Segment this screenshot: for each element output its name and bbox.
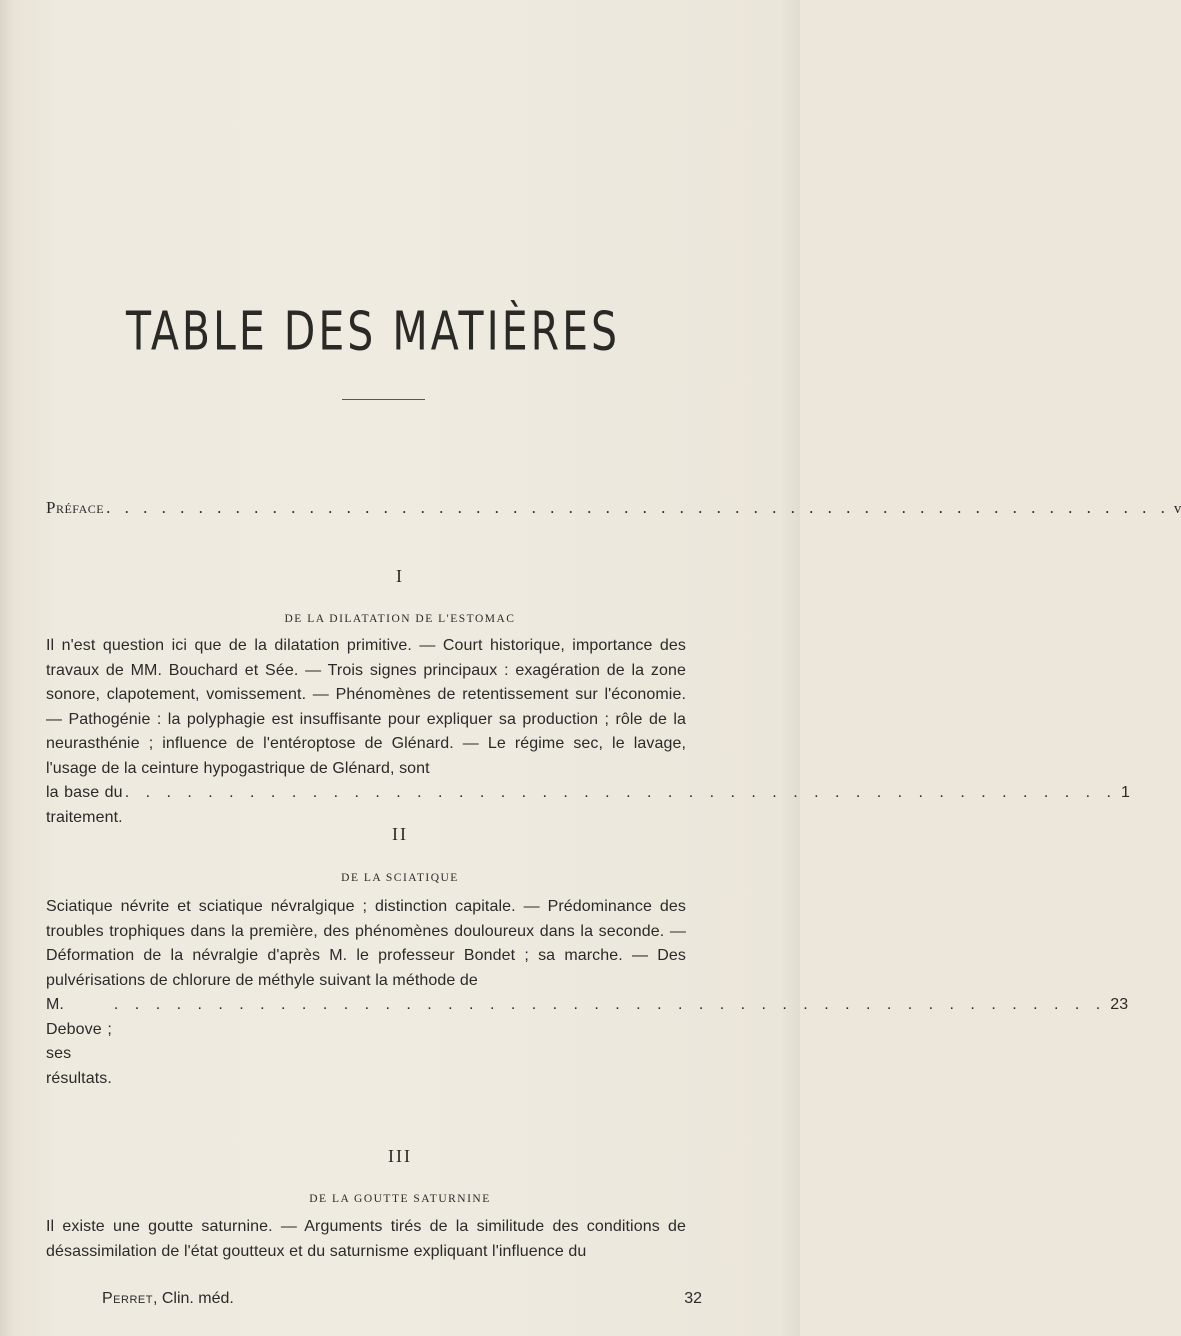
chapter-1-last-text: la base du traitement. bbox=[46, 784, 123, 826]
chapter-1-last-line bbox=[46, 781, 1130, 830]
chapter-3-summary bbox=[46, 1215, 686, 1264]
chapter-1-numeral: I bbox=[396, 566, 404, 586]
chapter-3-summary-text: Il existe une goutte saturnine. — Arguments tirés de la similitude des conditions de désassimilation de l'état goutteux et du saturnisme expliquant l'influence du bbox=[46, 1218, 686, 1260]
chapter-1-page-number: 1 bbox=[1121, 784, 1130, 801]
chapter-2-last-text: M. Debove ; ses résultats. bbox=[46, 996, 112, 1087]
dot-leader: . . . . . . . . . . . . . . . . . . . . . . . . . . . . . . . . . . . . . . . . . . . . . . . . . . . . . . . . . . bbox=[106, 498, 1170, 517]
chapter-1-summary-text: Il n'est question ici que de la dilatation primitive. — Court historique, importance des travaux de MM. Bouchard et Sée. — Trois signes principaux : exagération de la zone sonore, clapotement, vomissement. — Phénomènes de retentissement sur l'économie. — Pathogénie : la polyphagie est insuffisante pour expliquer sa production ; rôle de la neurasthénie ; influence de l'entéroptose de Glénard. — Le régime sec, le lavage, l'usage de la ceinture hypogastrique de Glénard, sont bbox=[46, 637, 686, 777]
chapter-3-numeral: III bbox=[388, 1146, 412, 1166]
chapter-1-summary bbox=[46, 634, 1130, 830]
footer-reference bbox=[102, 1290, 234, 1308]
title-rule bbox=[342, 399, 425, 400]
preface-page-number: v bbox=[1173, 501, 1181, 517]
chapter-2-summary bbox=[46, 895, 1129, 1091]
toc-entry-preface bbox=[46, 496, 1181, 521]
chapter-2-summary-text: Sciatique névrite et sciatique névralgique ; distinction capitale. — Prédominance des troubles trophiques dans la première, des phénomènes douloureux dans la seconde. — Déformation de la névralgie d'après M. le professeur Bondet ; sa marche. — Des pulvérisations de chlorure de méthyle suivant la méthode de bbox=[46, 898, 686, 989]
chapter-2-page-number: 23 bbox=[1110, 996, 1129, 1013]
preface-label: Préface bbox=[46, 498, 105, 517]
footer-source: , Clin. méd. bbox=[152, 1290, 234, 1307]
chapter-2-title: DE LA SCIATIQUE bbox=[341, 872, 459, 884]
page-title: TABLE DES MATIÈRES bbox=[125, 300, 621, 363]
footer-page-number: 32 bbox=[684, 1290, 702, 1307]
chapter-2-numeral: II bbox=[392, 824, 408, 844]
chapter-2-last-line bbox=[46, 993, 1129, 1091]
dot-leader: . . . . . . . . . . . . . . . . . . . . . . . . . . . . . . . . . . . . . . . . . . . . . . . . bbox=[113, 996, 1107, 1013]
footer-author: Perret bbox=[102, 1290, 153, 1307]
chapter-1-title: DE LA DILATATION DE L'ESTOMAC bbox=[284, 613, 516, 625]
footer bbox=[102, 1290, 702, 1308]
chapter-3-title: DE LA GOUTTE SATURNINE bbox=[309, 1193, 491, 1205]
dot-leader: . . . . . . . . . . . . . . . . . . . . . . . . . . . . . . . . . . . . . . . . . . . . . . . . bbox=[124, 784, 1117, 801]
